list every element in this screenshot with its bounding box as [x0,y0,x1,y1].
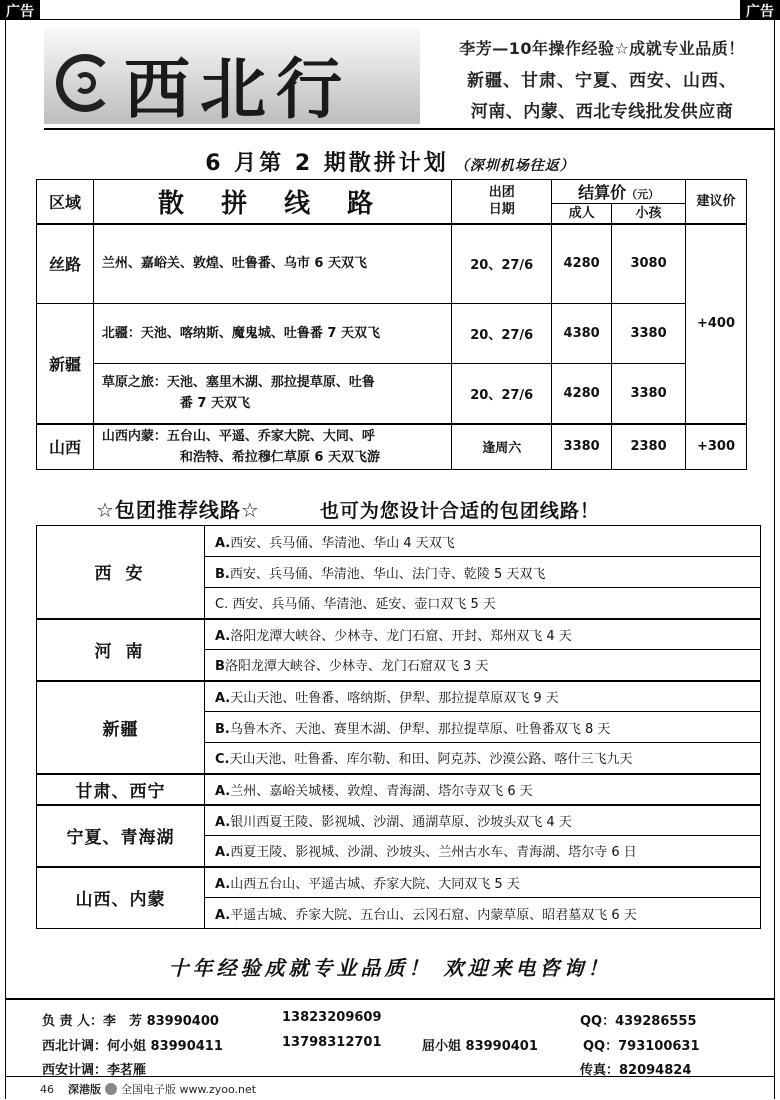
header-route: 散 拼 线 路 [93,180,451,224]
group-region: 西 安 [37,526,205,619]
route-cell [205,650,761,681]
edition-logo-icon [105,1083,117,1095]
plan-title [0,146,780,177]
header-price [552,180,686,204]
row-route [93,424,451,470]
row-route-line1: 草原之旅：天池、塞里木湖、那拉提草原、吐鲁 [101,375,375,391]
route-cell [205,557,761,588]
bottom-divider [5,1076,775,1077]
route-prefix: B [215,659,225,675]
route-cell [205,774,761,805]
table-row [37,867,761,898]
contact-planner-qq: QQ：793100631 [583,1039,700,1054]
contact-planner-2: 屈小姐 83990401 [422,1039,538,1054]
route-cell [205,743,761,774]
header-adult: 成人 [552,204,612,224]
group-region: 新疆 [37,681,205,774]
table-row [37,681,761,712]
row-adult: 4280 [552,364,612,424]
group-region: 河 南 [37,619,205,681]
route-cell [205,836,761,867]
route-prefix: A. [215,845,231,861]
row-route [93,364,451,424]
header-price-label: 结算价 [578,183,627,202]
route-cell [205,867,761,898]
page-footer [40,1081,256,1097]
row-date: 20、27/6 [452,364,552,424]
tagline-line1: 李芳—10年操作经验☆成就专业品质！ [459,39,745,58]
route-text: 洛阳龙潭大峡谷、少林寺、龙门石窟、开封、郑州双飞 4 天 [230,628,572,644]
contact-manager-qq: QQ：439286555 [580,1014,697,1029]
route-cell [205,898,761,929]
route-prefix: A. [215,814,231,830]
logo-text: 西北行 [124,50,352,124]
footer-divider [5,998,775,1000]
table-row [37,304,747,364]
site-url: 全国电子版 www.zyoo.net [121,1083,257,1096]
table-row [37,805,761,836]
contact-manager: 负 责 人：李 芳 83990400 [42,1014,219,1029]
row-child: 3380 [612,364,686,424]
header-date [452,180,552,224]
header-price-unit: （元） [626,188,660,201]
table-row [37,526,761,557]
row-adult: 4280 [552,224,612,304]
route-prefix: A. [215,535,231,551]
scheduled-tours-table [36,179,747,470]
header-date-text: 出团日期 [488,185,515,218]
row-suggest: +300 [686,424,747,470]
group-region: 山西、内蒙 [37,867,205,929]
header-child: 小孩 [612,204,686,224]
logo [44,28,420,124]
page-number: 46 [40,1083,54,1096]
route-prefix: A. [215,628,231,644]
table-row [37,364,747,424]
logo-swirl-inner-icon [74,72,96,94]
group-region: 甘肃、西宁 [37,774,205,805]
tagline-line2: 新疆、甘肃、宁夏、西安、山西、 [467,71,737,91]
row-suggest: +400 [686,224,747,424]
frame-right [774,19,775,1099]
package-routes-table [36,525,761,929]
ad-label-right: 广告 [740,0,780,20]
route-cell [205,805,761,836]
row-child: 3380 [612,304,686,364]
row-date: 20、27/6 [452,224,552,304]
group-region: 宁夏、青海湖 [37,805,205,867]
package-subtitle: 也可为您设计合适的包团线路！ [319,500,600,522]
row-region: 新疆 [37,304,94,424]
route-prefix: A. [215,690,231,706]
route-text: 银川西夏王陵、影视城、沙湖、通湖草原、沙坡头双飞 4 天 [230,814,572,830]
row-route-line2: 和浩特、希拉穆仁草原 6 天双飞游 [179,449,381,465]
route-text: 洛阳龙潭大峡谷、少林寺、龙门石窟双飞 3 天 [224,659,489,675]
route-cell [205,712,761,743]
route-text: 天山天池、吐鲁番、喀纳斯、伊犁、那拉提草原双飞 9 天 [230,690,559,706]
route-cell [205,619,761,650]
row-adult: 3380 [552,424,612,470]
route-prefix: A. [215,907,231,923]
package-title-main: ☆包团推荐线路☆ [96,498,260,522]
table-row [37,619,761,650]
package-title [96,494,600,523]
table-row [37,224,747,304]
row-route: 北疆：天池、喀纳斯、魔鬼城、吐鲁番 7 天双飞 [93,304,451,364]
row-route-line2: 番 7 天双飞 [179,396,251,412]
contact-manager-mobile: 13823209609 [282,1010,382,1025]
row-child: 3080 [612,224,686,304]
ad-label-left: 广告 [0,0,40,20]
route-text: 兰州、嘉峪关城楼、敦煌、青海湖、塔尔寺双飞 6 天 [230,783,533,799]
route-prefix: C. [215,597,229,613]
contact-xian-planner: 西安计调：李茗雁 [42,1063,147,1078]
route-prefix: B. [215,566,230,582]
route-cell [205,681,761,712]
route-cell [205,526,761,557]
row-adult: 4380 [552,304,612,364]
row-route-line1: 山西内蒙：五台山、平遥、乔家大院、大同、呼 [101,428,375,444]
route-prefix: A. [215,783,231,799]
header-suggest: 建议价 [686,180,747,224]
row-region: 山西 [37,424,94,470]
table-row [37,774,761,805]
row-route: 兰州、嘉峪关、敦煌、吐鲁番、乌市 6 天双飞 [93,224,451,304]
row-date: 逢周六 [452,424,552,470]
contact-planner-mobile: 13798312701 [282,1035,382,1050]
row-region: 丝路 [37,224,94,304]
route-text: 山西五台山、平遥古城、乔家大院、大同双飞 5 天 [230,876,520,892]
plan-title-sub: （深圳机场往返） [454,158,575,174]
contact-planner: 西北计调：何小姐 83990411 [42,1039,223,1054]
route-prefix: A. [215,876,231,892]
route-prefix: C. [215,752,230,768]
route-text: 平遥古城、乔家大院、五台山、云冈石窟、内蒙草原、昭君墓双飞 6 天 [230,907,637,923]
row-child: 2380 [612,424,686,470]
contact-fax: 传真：82094824 [580,1063,692,1078]
slogan: 十年经验成就专业品质！ 欢迎来电咨询！ [168,956,612,980]
route-text: 西安、兵马俑、华清池、延安、壶口双飞 5 天 [228,597,496,613]
route-text: 西安、兵马俑、华清池、华山 4 天双飞 [230,535,455,551]
table-row [37,424,747,470]
top-border [0,19,780,20]
route-prefix: B. [215,721,230,737]
header-divider [44,128,774,130]
frame-left [5,19,6,1099]
route-cell [205,588,761,619]
header-region: 区域 [37,180,94,224]
edition: 深港版 [68,1083,101,1096]
route-text: 天山天池、吐鲁番、库尔勒、和田、阿克苏、沙漠公路、喀什三飞九天 [229,752,633,768]
route-text: 乌鲁木齐、天池、赛里木湖、伊犁、那拉提草原、吐鲁番双飞 8 天 [229,721,611,737]
row-date: 20、27/6 [452,304,552,364]
plan-title-main: 6 月第 2 期散拼计划 [205,151,449,176]
route-text: 西安、兵马俑、华清池、华山、法门寺、乾陵 5 天双飞 [229,566,546,582]
tagline-line3: 河南、内蒙、西北专线批发供应商 [470,102,734,122]
route-text: 西夏王陵、影视城、沙湖、沙坡头、兰州古水车、青海湖、塔尔寺 6 日 [230,845,637,861]
